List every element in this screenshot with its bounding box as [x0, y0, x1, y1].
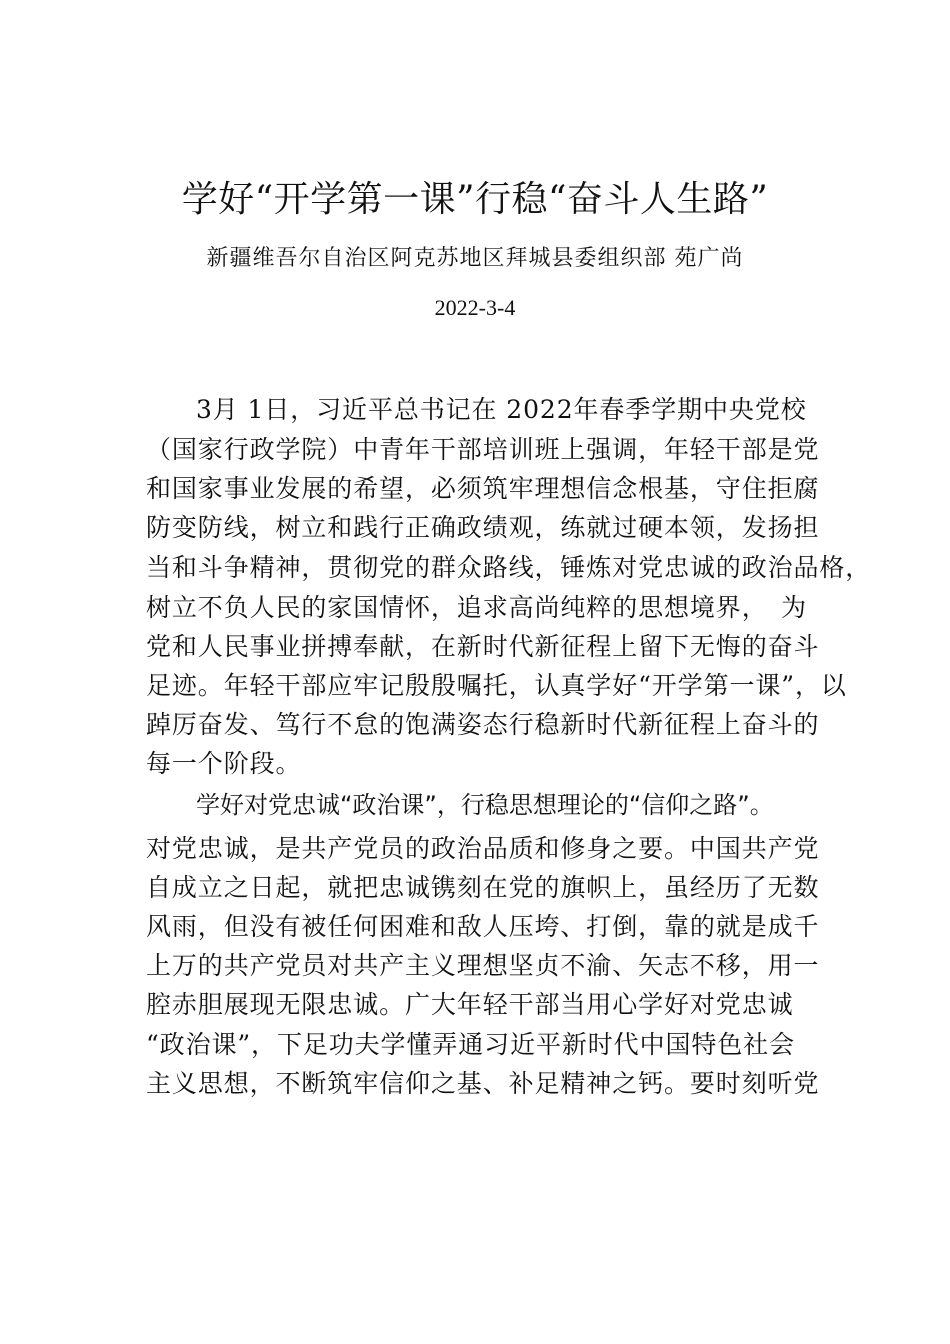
text-line: 踔厉奋发、笃行不怠的饱满姿态行稳新时代新征程上奋斗的 — [146, 710, 820, 739]
text-line: 腔赤胆展现无限忠诚。广大年轻干部当用心学好对党忠诚 — [146, 990, 794, 1019]
text-line: 主义思想，不断筑牢信仰之基、补足精神之钙。要时刻听党 — [146, 1069, 820, 1098]
text-line: 党和人民事业拼搏奉献，在新时代新征程上留下无悔的奋斗 — [146, 632, 820, 661]
section-heading: 学好对党忠诚“政治课”，行稳思想理论的“信仰之路”。 — [196, 791, 774, 819]
author-line: 新疆维吾尔自治区阿克苏地区拜城县委组织部 苑广尚 — [206, 246, 744, 271]
text-line: 自成立之日起，就把忠诚镌刻在党的旗帜上，虽经历了无数 — [146, 873, 820, 902]
text-line: 防变防线，树立和践行正确政绩观，练就过硬本领，发扬担 — [146, 513, 820, 542]
publish-date: 2022-3-4 — [434, 295, 516, 320]
text-line: 3月 1日，习近平总书记在 2022年春季学期中央党校 — [196, 395, 807, 424]
text-line: 树立不负人民的家国情怀，追求高尚纯粹的思想境界， 为 — [146, 593, 807, 622]
text-line: 每一个阶段。 — [146, 749, 302, 778]
text-line: 风雨，但没有被任何困难和敌人压垮、打倒，靠的就是成千 — [146, 912, 820, 941]
text-line: “政治课”，下足功夫学懂弄通习近平新时代中国特色社会 — [146, 1030, 795, 1059]
text-line: 上万的共产党员对共产主义理想坚贞不渝、矢志不移，用一 — [146, 951, 820, 980]
text-line: （国家行政学院）中青年干部培训班上强调，年轻干部是党 — [146, 435, 820, 464]
text-line: 当和斗争精神，贯彻党的群众路线，锤炼对党忠诚的政治品格， — [146, 553, 872, 582]
text-line: 足迹。年轻干部应牢记殷殷嘱托，认真学好“开学第一课”，以 — [146, 671, 847, 700]
text-line: 对党忠诚，是共产党员的政治品质和修身之要。中国共产党 — [146, 834, 820, 863]
text-line: 和国家事业发展的希望，必须筑牢理想信念根基，守住拒腐 — [146, 474, 820, 503]
document-title: 学好“开学第一课”行稳“奋斗人生路” — [181, 179, 769, 220]
